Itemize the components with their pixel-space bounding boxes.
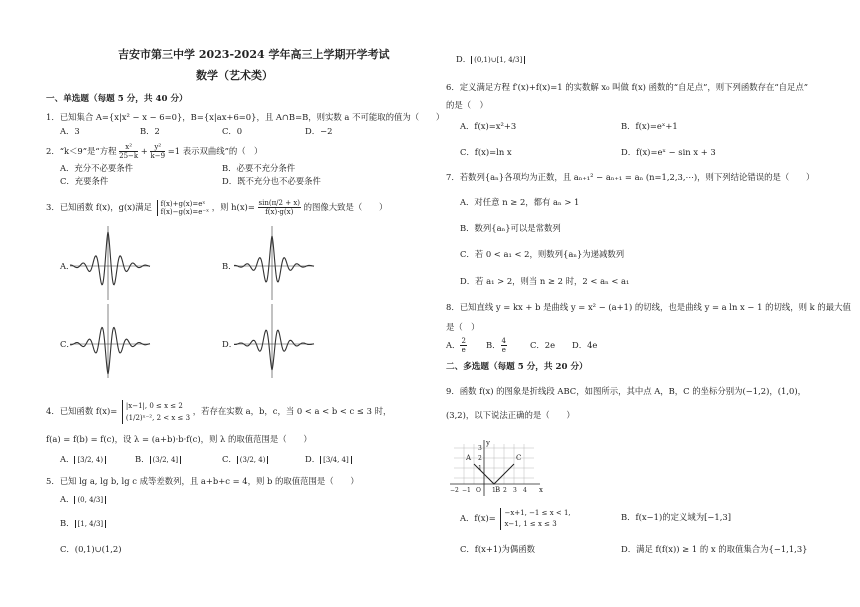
- q6-option-d[interactable]: D．f(x)=eˣ − sin x + 3: [621, 147, 716, 157]
- q2-frac-x: $\frac{\text{x²}}{25-k}$: [119, 143, 139, 160]
- q4-option-c[interactable]: C． (3/2, 4): [222, 454, 268, 465]
- q5-option-a[interactable]: A． (0, 4/3]: [60, 494, 106, 505]
- q2-stem: 2．“k＜9”是“方程 $\frac{\text{x²}}{25-k}$ + $\frac{\text{y²}}{k-9}$ =1 表示双曲线”的（ ）: [46, 143, 263, 160]
- q8-option-c[interactable]: C．2e: [530, 340, 556, 350]
- q3-stem: [46, 194, 387, 220]
- q9-tick-y-2: 2: [478, 455, 482, 462]
- q3-option-a[interactable]: A．: [60, 261, 75, 271]
- q9-option-d[interactable]: D．满足 f(f(x)) ≥ 1 的 x 的取值集合为{−1,1,3}: [621, 544, 808, 554]
- q6-option-a[interactable]: A．f(x)=x²+3: [460, 121, 517, 131]
- q5-option-d[interactable]: D． (0,1)∪[1, 4/3]: [456, 54, 525, 65]
- q9-stem: 9．函数 f(x) 的图象是折线段 ABC，如图所示，其中点 A，B，C 的坐标分别为(−1,2)，(1,0)，: [446, 386, 806, 396]
- q8-stem: 8．已知直线 y = kx + b 是曲线 y = x² − (a+1) 的切线，也是曲线 y = a ln x − 1 的切线，则 k 的最大值: [446, 302, 851, 312]
- q2-option-a[interactable]: A．充分不必要条件: [60, 163, 134, 173]
- q9-point-c: C: [516, 454, 522, 462]
- q1-option-b[interactable]: B．2: [140, 126, 160, 136]
- q4-option-d[interactable]: D． [3/4, 4]: [305, 454, 352, 465]
- q2-stem-post: =1 表示双曲线”的（ ）: [167, 146, 263, 156]
- q9-tick-x-1: −1: [462, 487, 471, 494]
- section-multiple-choice: 二、多选题（每题 5 分，共 20 分）: [446, 362, 588, 372]
- q3-system: f(x)+g(x)=eˣ f(x)−g(x)=e⁻ˣ: [157, 200, 209, 216]
- q9-tick-x-3: 1: [492, 487, 496, 494]
- q3-stem-mid: ，则 h(x)=: [211, 202, 255, 212]
- q4-piecewise: |x−1|, 0 ≤ x ≤ 2 (1/2)ˣ⁻², 2 < x ≤ 3: [122, 400, 190, 424]
- q8-option-d[interactable]: D．4e: [572, 340, 598, 350]
- q2-option-c[interactable]: C．充要条件: [60, 176, 109, 186]
- q4-option-b[interactable]: B． (3/2, 4]: [135, 454, 181, 465]
- exam-title: 吉安市第三中学 2023-2024 学年高三上学期开学考试: [118, 48, 390, 61]
- q9-axis-y: y: [486, 439, 490, 447]
- q4-stem: [46, 396, 391, 426]
- q9-tick-x-4: 2: [503, 487, 507, 494]
- q7-option-b[interactable]: B．数列{aₙ}可以是常数列: [460, 223, 561, 233]
- q9-tick-x-2: O: [476, 487, 481, 494]
- q3-option-c[interactable]: C．: [60, 339, 75, 349]
- q3-option-d[interactable]: D．: [222, 339, 238, 349]
- q7-option-d[interactable]: D．若 a₁ > 2，则当 n ≥ 2 时，2 < aₙ < a₁: [460, 276, 630, 286]
- q3-graph-a[interactable]: [70, 226, 154, 300]
- exam-subtitle: 数学（艺术类）: [196, 69, 273, 82]
- q9-tick-x-5: 3: [513, 487, 517, 494]
- q9-tick-y-1: 1: [478, 465, 482, 472]
- q6-option-c[interactable]: C．f(x)=ln x: [460, 147, 512, 157]
- q3-option-b[interactable]: B．: [222, 261, 237, 271]
- q3-stem-pre: 3．已知函数 f(x)，g(x)满足: [46, 202, 152, 212]
- q9-option-c[interactable]: C．f(x+1)为偶函数: [460, 544, 535, 554]
- q9-tick-x-0: −2: [450, 487, 459, 494]
- q8-option-a[interactable]: A． $\frac{2}{e}$: [446, 337, 466, 354]
- q5-stem: 5．已知 lg a, lg b, lg c 成等差数列，且 a+b+c = 4，则 b 的取值范围是（ ）: [46, 476, 359, 486]
- q7-stem: 7．若数列{aₙ}各项均为正数，且 aₙ₊₁² − aₙ₊₁ = aₙ (n=1,2,3,⋯)，则下列结论错误的是（ ）: [446, 172, 815, 182]
- q3-graph-c[interactable]: [70, 304, 154, 378]
- q3-h-fraction: $\frac{\sin(\pi/2 + x)}{f(x)\cdot g(x)}$: [258, 199, 300, 216]
- q9-option-a[interactable]: A．f(x)= −x+1, −1 ≤ x < 1, x−1, 1 ≤ x ≤ 3: [460, 508, 571, 528]
- q3-graph-b[interactable]: [234, 226, 318, 300]
- q1-option-d[interactable]: D．−2: [305, 126, 333, 136]
- q9-tick-x-6: 4: [523, 487, 527, 494]
- q5-option-c[interactable]: C．(0,1)∪(1,2): [60, 544, 122, 554]
- q1-option-c[interactable]: C．0: [222, 126, 243, 136]
- q4-line2: f(a) = f(b) = f(c)，设 λ = (a+b)·b·f(c)，则 λ 的取值范围是（ ）: [46, 434, 312, 444]
- q5-option-b[interactable]: B． [1, 4/3]: [60, 518, 106, 529]
- q9-graph: [448, 438, 548, 498]
- q9-option-b[interactable]: B．f(x−1)的定义域为[−1,3]: [621, 512, 731, 522]
- q4-stem-post: ，若存在实数 a，b，c，当 0 < a < b < c ≤ 3 时，: [192, 406, 392, 416]
- q8-stem2: 是（ ）: [446, 322, 480, 332]
- q3-stem-post: 的图像大致是（ ）: [303, 202, 388, 212]
- q2-frac-y: $\frac{\text{y²}}{k-9}$: [150, 143, 166, 160]
- q2-option-b[interactable]: B．必要不充分条件: [222, 163, 296, 173]
- q1-option-a[interactable]: A．3: [60, 126, 80, 136]
- q9-tick-y-3: 3: [478, 445, 482, 452]
- q9-axis-x: x: [539, 486, 543, 494]
- q4-option-a[interactable]: A． [3/2, 4): [60, 454, 106, 465]
- q1-stem: 1．已知集合 A={x|x² − x − 6=0}，B={x|ax+6=0}，且 A∩B=B，则实数 a 不可能取的值为（ ）: [46, 112, 445, 122]
- q4-stem-pre: 4．已知函数 f(x)=: [46, 406, 118, 416]
- q9-point-b: B: [495, 486, 501, 494]
- q6-option-b[interactable]: B．f(x)=eˣ+1: [621, 121, 678, 131]
- q2-stem-pre: 2．“k＜9”是“方程: [46, 146, 117, 156]
- q7-option-a[interactable]: A．对任意 n ≥ 2，都有 aₙ > 1: [460, 197, 580, 207]
- q9-stem2: (3,2)，以下说法正确的是（ ）: [446, 410, 575, 420]
- q6-stem: 6．定义满足方程 f′(x)+f(x)=1 的实数解 x₀ 叫做 f(x) 函数的“自足点”，则下列函数存在“自足点”: [446, 82, 809, 92]
- q9-point-a: A: [466, 454, 472, 462]
- section-single-choice: 一、单选题（每题 5 分，共 40 分）: [46, 94, 188, 104]
- q6-stem2: 的是（ ）: [446, 100, 488, 110]
- q2-option-d[interactable]: D．既不充分也不必要条件: [222, 176, 321, 186]
- q7-option-c[interactable]: C．若 0 < a₁ < 2，则数列{aₙ}为递减数列: [460, 249, 625, 259]
- q8-option-b[interactable]: B． $\frac{4}{e}$: [486, 337, 506, 354]
- q3-graph-d[interactable]: [234, 304, 318, 378]
